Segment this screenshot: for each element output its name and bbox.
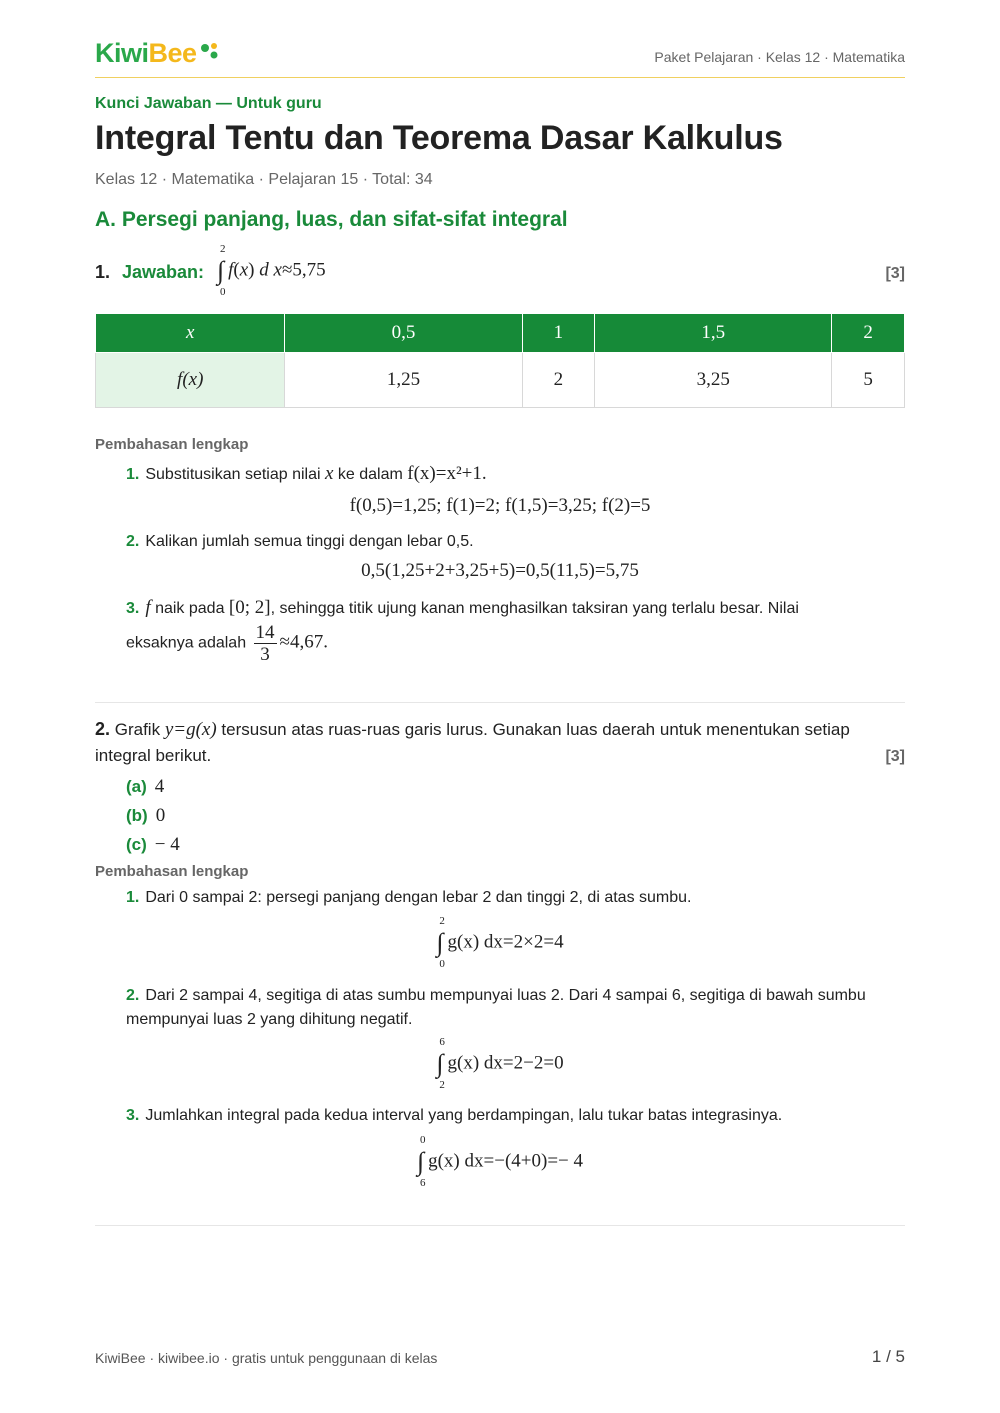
table-row (96, 353, 905, 408)
option-a: (a) 4 (126, 776, 165, 797)
integral-sign: ∫ 2 0 (217, 243, 226, 298)
table-cell: 2 (832, 314, 905, 353)
table-cell: 1,25 (285, 353, 522, 408)
question-number: 1. (95, 262, 111, 282)
answer-label: Jawaban: (122, 262, 205, 282)
display-equation: ∫ 6 2 g(x) dx=2−2=0 (436, 1036, 564, 1091)
fraction: $\frac{14}{3}$ (255, 622, 275, 665)
display-equation: ∫ 0 6 g(x) dx=−(4+0)=− 4 (416, 1134, 583, 1189)
marks: [3] (885, 748, 905, 765)
marks: [3] (885, 265, 905, 282)
display-equation: f(0,5)=1,25; f(1)=2; f(1,5)=3,25; f(2)=5 (349, 495, 651, 516)
table-cell: x (96, 314, 285, 353)
kiwibee-logo: KiwiBee (95, 38, 197, 68)
question-1 (95, 243, 905, 298)
bee-dots-icon (200, 42, 220, 60)
option-b: (b) 0 (126, 805, 166, 826)
option-c: (c) − 4 (126, 834, 180, 855)
solution-step: 3. f naik pada [0; 2], sehingga titik ujung kanan menghasilkan taksiran yang terlalu besar. Nilai (126, 597, 799, 618)
page-number: 1 / 5 (871, 1347, 905, 1366)
page-meta: Kelas 12 · Matematika · Pelajaran 15 · Total: 34 (95, 171, 433, 188)
table-cell: f(x) (96, 353, 285, 408)
table-header-row (96, 314, 905, 353)
footer-text: KiwiBee · kiwibee.io · gratis untuk penggunaan di kelas (95, 1350, 438, 1366)
table-cell: 5 (832, 353, 905, 408)
kicker: Kunci Jawaban — Untuk guru (95, 95, 322, 112)
table-cell: 1 (522, 314, 595, 353)
table-cell: 3,25 (595, 353, 832, 408)
question-2: 2. Grafik y=g(x) tersusun atas ruas-ruas garis lurus. Gunakan luas daerah untuk menentukan setiap integral berikut. [3] (95, 716, 905, 769)
breadcrumb: Paket Pelajaran · Kelas 12 · Matematika (654, 49, 905, 65)
divider (95, 702, 905, 703)
solution-step: 3. Jumlahkan integral pada kedua interval yang berdampingan, lalu tukar batas integrasinya. (126, 1107, 783, 1124)
solution-step: 1. Substitusikan setiap nilai x ke dalam f(x)=x²+1. (126, 463, 487, 484)
table-cell: 2 (522, 353, 595, 408)
solution-step: 2. Kalikan jumlah semua tinggi dengan lebar 0,5. (126, 533, 474, 550)
solution-step: 1. Dari 0 sampai 2: persegi panjang dengan lebar 2 dan tinggi 2, di atas sumbu. (126, 889, 692, 906)
divider (95, 1225, 905, 1226)
answer-math: ∫ 2 0 f(x) d x≈5,75 (217, 243, 326, 298)
display-equation: ∫ 2 0 g(x) dx=2×2=4 (436, 915, 564, 970)
page-header (95, 38, 905, 78)
solution-label: Pembahasan lengkap (95, 863, 249, 880)
page-title: Integral Tentu dan Teorema Dasar Kalkulus (95, 119, 783, 157)
values-table (95, 313, 905, 408)
table-cell: 1,5 (595, 314, 832, 353)
solution-step-cont: eksaknya adalah $\frac{14}{3}$ ≈4,67. (126, 622, 328, 665)
display-equation: 0,5(1,25+2+3,25+5)=0,5(11,5)=5,75 (361, 560, 639, 581)
solution-step: 2. Dari 2 sampai 4, segitiga di atas sumbu mempunyai luas 2. Dari 4 sampai 6, segitiga di bawah sumbu mempunyai luas 2 yang dihitung negatif. (126, 987, 866, 1028)
section-heading-a: A. Persegi panjang, luas, dan sifat-sifat integral (95, 208, 568, 231)
table-cell: 0,5 (285, 314, 522, 353)
solution-label: Pembahasan lengkap (95, 436, 249, 453)
